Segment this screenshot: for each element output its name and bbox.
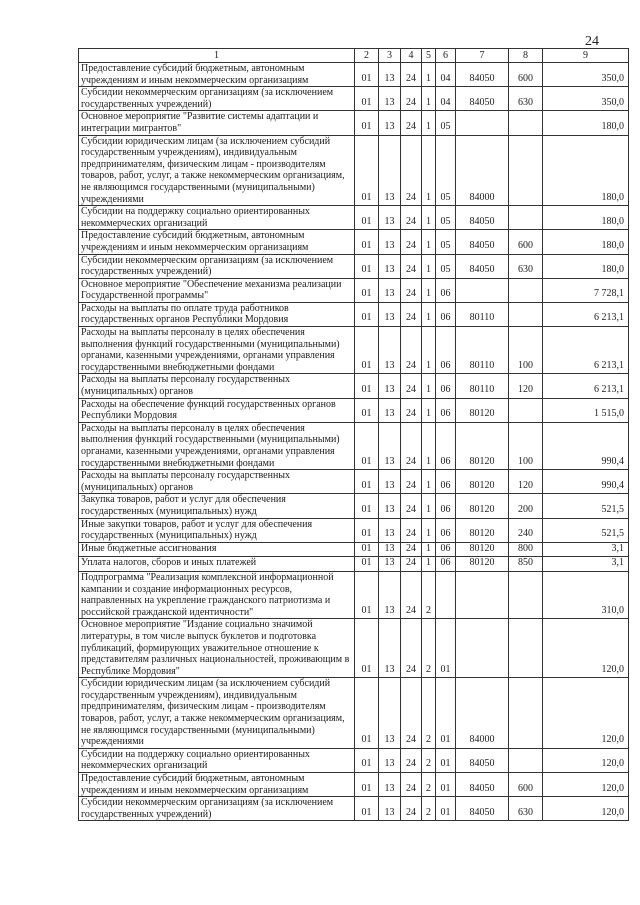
row-code-c8: 200 (509, 494, 543, 518)
row-code-c4: 24 (401, 557, 422, 572)
column-header: 6 (436, 49, 456, 63)
row-code-c6: 06 (436, 518, 456, 542)
row-amount: 350,0 (543, 87, 629, 111)
row-code-c4: 24 (401, 327, 422, 374)
row-amount: 120,0 (543, 797, 629, 821)
row-code-c8: 800 (509, 542, 543, 557)
row-code-c8 (509, 398, 543, 422)
row-amount: 120,0 (543, 748, 629, 772)
row-code-c3: 13 (379, 619, 401, 678)
row-description: Субсидии некоммерческим организациям (за исключением государственных учреждений) (79, 797, 355, 821)
row-amount: 7 728,1 (543, 278, 629, 302)
row-code-c2: 01 (355, 470, 379, 494)
table-row (79, 327, 629, 374)
row-description: Субсидии на поддержку социально ориентированных некоммерческих организаций (79, 206, 355, 230)
row-description: Основное мероприятие "Обеспечение механизма реализации Государственной программы" (79, 278, 355, 302)
row-code-c6: 05 (436, 254, 456, 278)
column-header: 5 (422, 49, 436, 63)
row-code-c3: 13 (379, 398, 401, 422)
row-code-c8: 100 (509, 327, 543, 374)
row-code-c6: 06 (436, 327, 456, 374)
row-description: Расходы на выплаты персоналу в целях обеспечения выполнения функций государственными (муниципальными) органами, казенными учреждениями, органами управления государственными внебюджетными фондами (79, 422, 355, 469)
row-code-c4: 24 (401, 494, 422, 518)
row-code-c2: 01 (355, 797, 379, 821)
row-amount: 120,0 (543, 773, 629, 797)
table-body (79, 63, 629, 821)
column-header: 8 (509, 49, 543, 63)
row-code-c3: 13 (379, 557, 401, 572)
row-code-c6: 06 (436, 302, 456, 326)
row-code-c2: 01 (355, 278, 379, 302)
row-code-c4: 24 (401, 518, 422, 542)
row-code-c6: 06 (436, 398, 456, 422)
row-code-c4: 24 (401, 206, 422, 230)
row-code-c7: 80120 (456, 422, 509, 469)
row-code-c4: 24 (401, 422, 422, 469)
row-amount: 6 213,1 (543, 374, 629, 398)
row-code-c8: 630 (509, 254, 543, 278)
row-code-c2: 01 (355, 422, 379, 469)
table-row (79, 571, 629, 618)
row-code-c5: 1 (422, 327, 436, 374)
row-code-c3: 13 (379, 542, 401, 557)
budget-table (78, 48, 629, 821)
row-code-c6: 06 (436, 470, 456, 494)
row-code-c7: 80110 (456, 374, 509, 398)
row-code-c6: 06 (436, 494, 456, 518)
row-code-c2: 01 (355, 111, 379, 135)
row-code-c2: 01 (355, 518, 379, 542)
row-code-c2: 01 (355, 254, 379, 278)
row-code-c7: 84050 (456, 230, 509, 254)
row-amount: 521,5 (543, 494, 629, 518)
row-code-c6: 01 (436, 748, 456, 772)
row-code-c7 (456, 571, 509, 618)
row-code-c7: 80120 (456, 494, 509, 518)
row-amount: 120,0 (543, 619, 629, 678)
row-code-c3: 13 (379, 63, 401, 87)
row-code-c2: 01 (355, 302, 379, 326)
row-amount: 180,0 (543, 206, 629, 230)
column-header: 3 (379, 49, 401, 63)
row-code-c3: 13 (379, 797, 401, 821)
row-amount: 180,0 (543, 254, 629, 278)
row-code-c2: 01 (355, 619, 379, 678)
row-description: Субсидии юридическим лицам (за исключением субсидий государственным учреждениям), индивидуальным предпринимателям, физическим лицам - производителям товаров, работ, услуг, а также некоммерческим организациям, не являющимся государственными (муниципальными) учреждениями (79, 135, 355, 206)
row-code-c8 (509, 302, 543, 326)
row-code-c5: 1 (422, 111, 436, 135)
row-code-c2: 01 (355, 135, 379, 206)
row-code-c4: 24 (401, 470, 422, 494)
row-code-c4: 24 (401, 678, 422, 749)
row-description: Расходы на выплаты персоналу государственных (муниципальных) органов (79, 374, 355, 398)
row-code-c5: 1 (422, 470, 436, 494)
row-code-c5: 2 (422, 773, 436, 797)
row-code-c7: 84050 (456, 63, 509, 87)
row-amount: 990,4 (543, 422, 629, 469)
row-code-c6: 01 (436, 773, 456, 797)
row-code-c4: 24 (401, 63, 422, 87)
row-code-c3: 13 (379, 206, 401, 230)
table-row (79, 748, 629, 772)
row-code-c5: 2 (422, 748, 436, 772)
row-amount: 3,1 (543, 557, 629, 572)
row-description: Предоставление субсидий бюджетным, автономным учреждениям и иным некоммерческим организациям (79, 63, 355, 87)
row-code-c6: 06 (436, 542, 456, 557)
row-code-c4: 24 (401, 230, 422, 254)
row-description: Субсидии юридическим лицам (за исключением субсидий государственным учреждениям), индивидуальным предпринимателям, физическим лицам - производителям товаров, работ, услуг, а также некоммерческим организациям, не являющимся государственными (муниципальными) учреждениями (79, 678, 355, 749)
row-amount: 180,0 (543, 135, 629, 206)
row-code-c2: 01 (355, 748, 379, 772)
row-code-c8 (509, 571, 543, 618)
row-code-c8 (509, 278, 543, 302)
row-code-c4: 24 (401, 542, 422, 557)
row-code-c7: 84000 (456, 678, 509, 749)
row-code-c2: 01 (355, 678, 379, 749)
row-code-c4: 24 (401, 254, 422, 278)
table-row (79, 773, 629, 797)
row-code-c6: 01 (436, 619, 456, 678)
row-code-c3: 13 (379, 773, 401, 797)
row-code-c2: 01 (355, 87, 379, 111)
row-description: Уплата налогов, сборов и иных платежей (79, 557, 355, 572)
row-code-c5: 1 (422, 63, 436, 87)
row-amount: 3,1 (543, 542, 629, 557)
row-description: Расходы на обеспечение функций государственных органов Республики Мордовия (79, 398, 355, 422)
row-code-c5: 2 (422, 619, 436, 678)
table-row (79, 542, 629, 557)
table-row (79, 254, 629, 278)
table-row (79, 63, 629, 87)
row-amount: 180,0 (543, 111, 629, 135)
row-amount: 350,0 (543, 63, 629, 87)
row-code-c5: 1 (422, 254, 436, 278)
row-code-c7: 84050 (456, 797, 509, 821)
row-code-c4: 24 (401, 374, 422, 398)
table-row (79, 619, 629, 678)
row-code-c7: 84050 (456, 254, 509, 278)
row-code-c5: 2 (422, 678, 436, 749)
row-description: Основное мероприятие "Развитие системы адаптации и интеграции мигрантов" (79, 111, 355, 135)
row-code-c4: 24 (401, 748, 422, 772)
row-code-c8 (509, 135, 543, 206)
row-code-c8: 630 (509, 797, 543, 821)
row-code-c6: 05 (436, 135, 456, 206)
row-code-c7 (456, 111, 509, 135)
row-code-c2: 01 (355, 398, 379, 422)
row-code-c7: 80120 (456, 398, 509, 422)
row-code-c2: 01 (355, 494, 379, 518)
row-code-c3: 13 (379, 135, 401, 206)
row-amount: 6 213,1 (543, 302, 629, 326)
row-code-c8: 100 (509, 422, 543, 469)
table-row (79, 557, 629, 572)
row-code-c5: 1 (422, 302, 436, 326)
row-code-c8 (509, 678, 543, 749)
row-code-c3: 13 (379, 748, 401, 772)
row-code-c4: 24 (401, 773, 422, 797)
row-code-c3: 13 (379, 470, 401, 494)
row-description: Расходы на выплаты по оплате труда работников государственных органов Республики Мордовия (79, 302, 355, 326)
row-code-c5: 1 (422, 557, 436, 572)
row-code-c4: 24 (401, 619, 422, 678)
row-description: Иные закупки товаров, работ и услуг для обеспечения государственных (муниципальных) нужд (79, 518, 355, 542)
row-code-c6: 06 (436, 374, 456, 398)
row-code-c8: 600 (509, 230, 543, 254)
row-code-c6: 01 (436, 797, 456, 821)
row-code-c5: 1 (422, 542, 436, 557)
row-code-c7: 84050 (456, 773, 509, 797)
table-row (79, 422, 629, 469)
row-code-c5: 2 (422, 571, 436, 618)
table-row (79, 797, 629, 821)
row-code-c3: 13 (379, 278, 401, 302)
row-code-c8: 120 (509, 374, 543, 398)
row-code-c5: 1 (422, 422, 436, 469)
row-code-c3: 13 (379, 374, 401, 398)
row-code-c4: 24 (401, 278, 422, 302)
row-code-c5: 1 (422, 230, 436, 254)
row-description: Иные бюджетные ассигнования (79, 542, 355, 557)
table-row (79, 398, 629, 422)
row-code-c6: 04 (436, 87, 456, 111)
row-code-c8: 600 (509, 63, 543, 87)
row-code-c8: 850 (509, 557, 543, 572)
table-row (79, 135, 629, 206)
table-row (79, 678, 629, 749)
row-amount: 310,0 (543, 571, 629, 618)
row-code-c3: 13 (379, 518, 401, 542)
table-row (79, 87, 629, 111)
table-row (79, 494, 629, 518)
column-header: 4 (401, 49, 422, 63)
column-header: 9 (543, 49, 629, 63)
row-code-c4: 24 (401, 135, 422, 206)
row-code-c8 (509, 111, 543, 135)
row-code-c2: 01 (355, 206, 379, 230)
row-description: Расходы на выплаты персоналу государственных (муниципальных) органов (79, 470, 355, 494)
column-header: 1 (79, 49, 355, 63)
row-code-c7: 84050 (456, 206, 509, 230)
row-code-c5: 1 (422, 374, 436, 398)
row-description: Субсидии некоммерческим организациям (за исключением государственных учреждений) (79, 87, 355, 111)
column-header: 2 (355, 49, 379, 63)
row-code-c4: 24 (401, 571, 422, 618)
row-code-c7: 80120 (456, 542, 509, 557)
row-code-c2: 01 (355, 773, 379, 797)
row-code-c7: 84050 (456, 87, 509, 111)
row-amount: 6 213,1 (543, 327, 629, 374)
row-code-c6: 05 (436, 230, 456, 254)
table-row (79, 470, 629, 494)
row-code-c5: 1 (422, 135, 436, 206)
row-code-c3: 13 (379, 87, 401, 111)
column-header: 7 (456, 49, 509, 63)
row-code-c3: 13 (379, 327, 401, 374)
row-amount: 990,4 (543, 470, 629, 494)
row-code-c7 (456, 619, 509, 678)
row-description: Предоставление субсидий бюджетным, автономным учреждениям и иным некоммерческим организациям (79, 773, 355, 797)
row-code-c6 (436, 571, 456, 618)
row-code-c3: 13 (379, 571, 401, 618)
table-row (79, 230, 629, 254)
row-code-c7: 80120 (456, 557, 509, 572)
row-description: Подпрограмма "Реализация комплексной информационной кампании и создание информационных ресурсов, направленных на укрепление гражданского патриотизма и российской гражданской идентичности" (79, 571, 355, 618)
row-code-c4: 24 (401, 111, 422, 135)
table-row (79, 374, 629, 398)
row-code-c6: 04 (436, 63, 456, 87)
row-code-c7: 80120 (456, 470, 509, 494)
table-row (79, 278, 629, 302)
table-row (79, 302, 629, 326)
row-amount: 180,0 (543, 230, 629, 254)
page-number: 24 (585, 34, 599, 49)
row-amount: 120,0 (543, 678, 629, 749)
row-code-c6: 05 (436, 111, 456, 135)
row-code-c6: 01 (436, 678, 456, 749)
row-amount: 1 515,0 (543, 398, 629, 422)
row-code-c8 (509, 619, 543, 678)
row-code-c2: 01 (355, 374, 379, 398)
row-code-c7 (456, 278, 509, 302)
row-code-c8: 120 (509, 470, 543, 494)
row-code-c8 (509, 748, 543, 772)
row-code-c4: 24 (401, 302, 422, 326)
row-code-c8: 240 (509, 518, 543, 542)
row-code-c3: 13 (379, 494, 401, 518)
row-code-c4: 24 (401, 797, 422, 821)
row-code-c7: 80120 (456, 518, 509, 542)
row-code-c2: 01 (355, 571, 379, 618)
row-description: Предоставление субсидий бюджетным, автономным учреждениям и иным некоммерческим организациям (79, 230, 355, 254)
row-code-c2: 01 (355, 327, 379, 374)
row-code-c5: 2 (422, 797, 436, 821)
row-description: Закупка товаров, работ и услуг для обеспечения государственных (муниципальных) нужд (79, 494, 355, 518)
row-code-c8 (509, 206, 543, 230)
row-amount: 521,5 (543, 518, 629, 542)
row-code-c5: 1 (422, 206, 436, 230)
row-description: Субсидии на поддержку социально ориентированных некоммерческих организаций (79, 748, 355, 772)
row-code-c5: 1 (422, 398, 436, 422)
row-code-c3: 13 (379, 422, 401, 469)
row-description: Основное мероприятие "Издание социально значимой литературы, в том числе выпуск буклетов и подготовка публикаций, формирующих уважительное отношение к представителям различных национальностей, проживающим в Республике Мордовия" (79, 619, 355, 678)
row-code-c5: 1 (422, 87, 436, 111)
row-code-c3: 13 (379, 678, 401, 749)
row-code-c5: 1 (422, 518, 436, 542)
row-code-c6: 06 (436, 557, 456, 572)
row-description: Расходы на выплаты персоналу в целях обеспечения выполнения функций государственными (муниципальными) органами, казенными учреждениями, органами управления государственными внебюджетными фондами (79, 327, 355, 374)
table-row (79, 111, 629, 135)
row-code-c2: 01 (355, 230, 379, 254)
row-code-c6: 06 (436, 278, 456, 302)
row-code-c2: 01 (355, 542, 379, 557)
table-row (79, 206, 629, 230)
row-code-c4: 24 (401, 398, 422, 422)
row-code-c5: 1 (422, 494, 436, 518)
row-code-c3: 13 (379, 254, 401, 278)
row-code-c7: 80110 (456, 302, 509, 326)
header-row (79, 49, 629, 63)
row-code-c2: 01 (355, 557, 379, 572)
row-code-c7: 80110 (456, 327, 509, 374)
row-code-c7: 84000 (456, 135, 509, 206)
row-code-c4: 24 (401, 87, 422, 111)
row-code-c7: 84050 (456, 748, 509, 772)
row-code-c5: 1 (422, 278, 436, 302)
row-code-c3: 13 (379, 302, 401, 326)
row-description: Субсидии некоммерческим организациям (за исключением государственных учреждений) (79, 254, 355, 278)
row-code-c2: 01 (355, 63, 379, 87)
row-code-c6: 06 (436, 422, 456, 469)
row-code-c6: 05 (436, 206, 456, 230)
table-row (79, 518, 629, 542)
row-code-c8: 600 (509, 773, 543, 797)
row-code-c3: 13 (379, 111, 401, 135)
row-code-c3: 13 (379, 230, 401, 254)
row-code-c8: 630 (509, 87, 543, 111)
